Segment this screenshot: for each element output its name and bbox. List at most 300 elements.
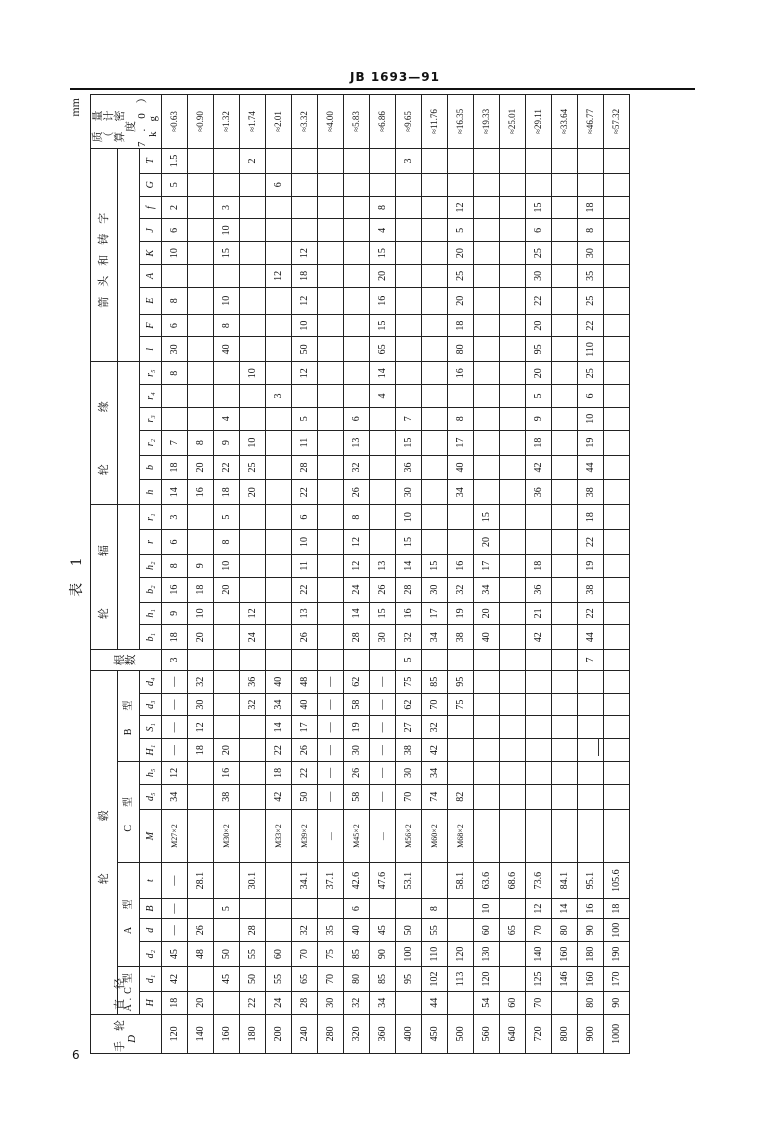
table-cell: 12 <box>344 554 370 577</box>
table-cell <box>318 407 344 430</box>
table-cell: ≈33.64 <box>552 95 578 149</box>
table-cell <box>604 625 630 650</box>
table-cell <box>448 650 474 671</box>
table-cell: 105.6 <box>604 863 630 898</box>
table-cell <box>240 385 266 408</box>
table-cell <box>500 287 526 314</box>
table-cell: 120 <box>474 967 500 992</box>
table-cell <box>188 242 214 265</box>
table-cell: 28 <box>292 991 318 1014</box>
table-cell: 36 <box>240 670 266 693</box>
table-cell: 7 <box>162 430 188 455</box>
table-cell: 160 <box>552 942 578 967</box>
table-cell: 30 <box>370 625 396 650</box>
table-cell <box>266 505 292 530</box>
table-cell: M30×2 <box>214 809 240 863</box>
header-rule <box>70 88 695 90</box>
table-cell: 21 <box>526 602 552 625</box>
col-header-g: G <box>140 173 162 196</box>
table-cell <box>396 898 422 919</box>
table-cell: 22 <box>578 530 604 555</box>
col-header-h1: H₁ <box>140 739 162 762</box>
table-cell: 85 <box>370 967 396 992</box>
table-cell <box>370 530 396 555</box>
table-cell <box>474 809 500 863</box>
diameter-cell: 240 <box>292 1014 318 1053</box>
table-cell <box>500 196 526 219</box>
mass-header: 质量（计算密度7.0） kg <box>91 95 162 149</box>
table-cell <box>604 693 630 716</box>
table-cell <box>604 242 630 265</box>
table-cell <box>552 287 578 314</box>
table-cell: 28 <box>396 577 422 602</box>
table-cell <box>604 362 630 385</box>
table-cell: 45 <box>162 942 188 967</box>
table-cell: — <box>370 784 396 809</box>
table-cell: 30 <box>344 739 370 762</box>
table-cell <box>500 242 526 265</box>
table-cell: 6 <box>344 407 370 430</box>
table-cell <box>422 149 448 174</box>
col-header-r4: r₄ <box>140 385 162 408</box>
table-cell: 24 <box>266 991 292 1014</box>
table-caption: 表 1 <box>69 551 85 597</box>
table-cell <box>474 242 500 265</box>
table-cell: 8 <box>344 505 370 530</box>
table-cell <box>604 430 630 455</box>
table-cell: 74 <box>422 784 448 809</box>
table-cell: 70 <box>526 991 552 1014</box>
table-cell <box>240 407 266 430</box>
table-cell: 7 <box>578 650 604 671</box>
table-cell: 22 <box>240 991 266 1014</box>
table-cell: — <box>370 762 396 785</box>
table-cell <box>500 265 526 288</box>
table-cell: 36 <box>526 577 552 602</box>
table-cell: — <box>162 919 188 942</box>
table-cell <box>318 385 344 408</box>
table-cell: — <box>370 693 396 716</box>
table-cell: 38 <box>214 784 240 809</box>
table-cell: 8 <box>370 196 396 219</box>
table-cell: — <box>318 670 344 693</box>
spokes-sub-header <box>118 505 140 650</box>
table-cell: 10 <box>214 287 240 314</box>
table-cell: — <box>162 739 188 762</box>
col-header-d3: d₃ <box>140 693 162 716</box>
table-cell: 34.1 <box>292 863 318 898</box>
table-cell <box>552 149 578 174</box>
empty-cell-dash <box>598 738 599 756</box>
table-cell: 22 <box>214 455 240 480</box>
table-cell: 146 <box>552 967 578 992</box>
table-cell: 8 <box>162 287 188 314</box>
table-cell: 75 <box>396 670 422 693</box>
table-cell: 20 <box>214 739 240 762</box>
table-cell: 37.1 <box>318 863 344 898</box>
table-cell <box>318 362 344 385</box>
table-cell: 12 <box>266 265 292 288</box>
table-cell: 26 <box>292 625 318 650</box>
table-cell: 40 <box>344 919 370 942</box>
table-cell <box>344 173 370 196</box>
table-cell: — <box>162 898 188 919</box>
table-cell: 40 <box>266 670 292 693</box>
table-cell: 140 <box>526 942 552 967</box>
table-cell <box>344 219 370 242</box>
table-cell: 2 <box>162 196 188 219</box>
b-type-header: B 型 <box>118 670 140 761</box>
table-cell <box>214 919 240 942</box>
table-cell <box>396 265 422 288</box>
table-cell: 18 <box>292 265 318 288</box>
table-cell <box>552 991 578 1014</box>
table-cell: 5 <box>526 385 552 408</box>
table-cell: 65 <box>500 919 526 942</box>
table-cell: 14 <box>552 898 578 919</box>
table-cell: 34 <box>448 480 474 505</box>
table-cell <box>474 480 500 505</box>
table-cell <box>448 739 474 762</box>
table-cell: 18 <box>214 480 240 505</box>
table-cell: — <box>318 693 344 716</box>
table-cell <box>370 455 396 480</box>
table-cell <box>448 385 474 408</box>
table-cell <box>500 784 526 809</box>
col-header-l: l <box>140 337 162 362</box>
table-cell <box>188 173 214 196</box>
table-cell: 26 <box>188 919 214 942</box>
table-cell: 10 <box>474 898 500 919</box>
table-cell: 14 <box>266 716 292 739</box>
table-cell: 70 <box>318 967 344 992</box>
table-cell <box>474 149 500 174</box>
table-cell: 2 <box>240 149 266 174</box>
table-cell: 16 <box>162 577 188 602</box>
table-cell: ≈0.63 <box>162 95 188 149</box>
table-cell: 12 <box>344 530 370 555</box>
table-cell: 22 <box>292 577 318 602</box>
table-cell <box>448 898 474 919</box>
table-cell <box>474 739 500 762</box>
table-cell: M33×2 <box>266 809 292 863</box>
table-cell: 10 <box>292 530 318 555</box>
table-cell <box>500 430 526 455</box>
col-header-b2: b₂ <box>140 577 162 602</box>
table-cell: — <box>318 716 344 739</box>
table-cell: ≈6.86 <box>370 95 396 149</box>
table-cell <box>552 625 578 650</box>
table-cell: 1.5 <box>162 149 188 174</box>
table-cell <box>604 407 630 430</box>
table-cell: 17 <box>422 602 448 625</box>
table-cell: 20 <box>214 577 240 602</box>
table-cell <box>604 602 630 625</box>
table-cell <box>500 314 526 337</box>
table-cell <box>500 762 526 785</box>
table-cell: 80 <box>578 991 604 1014</box>
table-cell: 90 <box>578 919 604 942</box>
table-cell: 58 <box>344 784 370 809</box>
table-cell: 8 <box>422 898 448 919</box>
table-cell <box>578 784 604 809</box>
table-cell: 14 <box>162 480 188 505</box>
table-cell <box>318 577 344 602</box>
unit-label: mm <box>68 98 82 117</box>
table-cell: 42 <box>526 625 552 650</box>
table-cell <box>500 480 526 505</box>
table-cell <box>344 314 370 337</box>
diameter-cell: 500 <box>448 1014 474 1053</box>
table-cell: 3 <box>266 385 292 408</box>
table-cell <box>422 863 448 898</box>
table-cell <box>396 337 422 362</box>
table-cell <box>552 554 578 577</box>
table-cell <box>422 173 448 196</box>
col-header-f: F <box>140 314 162 337</box>
table-cell: 19 <box>578 430 604 455</box>
table-cell <box>448 919 474 942</box>
table-cell <box>240 739 266 762</box>
table-cell: 5 <box>214 898 240 919</box>
table-cell <box>552 362 578 385</box>
table-cell <box>396 314 422 337</box>
table-cell <box>162 385 188 408</box>
table-cell: 26 <box>344 480 370 505</box>
table-cell: 16 <box>448 554 474 577</box>
table-cell <box>266 625 292 650</box>
table-cell <box>266 196 292 219</box>
table-cell: 60 <box>500 991 526 1014</box>
table-cell <box>500 219 526 242</box>
table-cell: 60 <box>266 942 292 967</box>
table-cell: 30 <box>318 991 344 1014</box>
table-cell <box>344 385 370 408</box>
table-cell <box>266 577 292 602</box>
table-cell <box>500 809 526 863</box>
arrow-sub-header <box>118 149 140 362</box>
table-cell <box>578 809 604 863</box>
table-cell: 30 <box>422 577 448 602</box>
table-cell: ≈46.77 <box>578 95 604 149</box>
table-cell: 44 <box>578 625 604 650</box>
table-cell: 6 <box>578 385 604 408</box>
table-cell: 15 <box>370 314 396 337</box>
col-header-r5: r₅ <box>140 362 162 385</box>
table-cell: 38 <box>448 625 474 650</box>
table-cell <box>552 577 578 602</box>
table-cell: 25 <box>578 362 604 385</box>
table-cell: — <box>318 809 344 863</box>
wheel-rim-group: 轮 缘 <box>91 362 118 505</box>
table-cell <box>266 650 292 671</box>
diameter-cell: 160 <box>214 1014 240 1053</box>
table-cell <box>396 173 422 196</box>
table-cell: 40 <box>214 337 240 362</box>
table-cell: 5 <box>448 219 474 242</box>
wheel-spokes-group: 轮 辐 <box>91 505 118 650</box>
col-header-h1: h₁ <box>140 602 162 625</box>
table-cell <box>214 991 240 1014</box>
diameter-header: 手轮直径 D <box>91 1014 162 1053</box>
table-cell <box>422 242 448 265</box>
table-cell: — <box>370 739 396 762</box>
table-cell: 160 <box>578 967 604 992</box>
table-cell <box>500 898 526 919</box>
table-cell <box>370 505 396 530</box>
table-cell <box>266 149 292 174</box>
table-cell <box>474 716 500 739</box>
table-row <box>500 95 526 1054</box>
table-cell: 19 <box>448 602 474 625</box>
table-cell <box>370 480 396 505</box>
table-cell: — <box>318 739 344 762</box>
table-cell: 5 <box>292 407 318 430</box>
table-cell <box>526 739 552 762</box>
table-cell: 6 <box>344 898 370 919</box>
table-cell <box>604 530 630 555</box>
table-cell <box>188 784 214 809</box>
table-cell <box>318 480 344 505</box>
table-cell <box>500 942 526 967</box>
table-row <box>292 95 318 1054</box>
table-row <box>188 95 214 1054</box>
table-cell: 25 <box>240 455 266 480</box>
a-type-header: A 型 <box>118 863 140 967</box>
table-cell <box>422 480 448 505</box>
table-cell: 14 <box>370 362 396 385</box>
table-cell: 24 <box>240 625 266 650</box>
table-cell <box>240 265 266 288</box>
table-cell: 42 <box>422 739 448 762</box>
table-cell: 80 <box>448 337 474 362</box>
table-cell <box>578 693 604 716</box>
table-cell: 5 <box>396 650 422 671</box>
table-cell: 22 <box>526 287 552 314</box>
table-cell: 34 <box>422 625 448 650</box>
table-cell <box>474 455 500 480</box>
table-cell <box>188 287 214 314</box>
table-cell <box>292 196 318 219</box>
table-cell <box>318 242 344 265</box>
table-cell: 50 <box>292 784 318 809</box>
col-header-h: H <box>140 991 162 1014</box>
table-cell: 9 <box>162 602 188 625</box>
table-cell: 35 <box>578 265 604 288</box>
table-cell <box>552 385 578 408</box>
table-cell: — <box>370 716 396 739</box>
table-cell: 70 <box>526 919 552 942</box>
col-header-t: t <box>140 863 162 898</box>
table-cell <box>188 314 214 337</box>
spec-table <box>90 82 630 1054</box>
arrow-letter-group: 箭头和铸字 <box>91 149 118 362</box>
table-cell: 5 <box>162 173 188 196</box>
table-cell: 8 <box>162 554 188 577</box>
table-cell <box>474 430 500 455</box>
table-cell: 27 <box>396 716 422 739</box>
table-cell: 28.1 <box>188 863 214 898</box>
table-cell: — <box>370 670 396 693</box>
table-cell <box>578 739 604 762</box>
spoke-count-header: 根数 <box>91 650 162 671</box>
col-header-d2: d₂ <box>140 942 162 967</box>
table-cell: 32 <box>344 455 370 480</box>
table-cell <box>188 219 214 242</box>
table-cell <box>552 242 578 265</box>
table-cell <box>240 173 266 196</box>
table-cell: 19 <box>578 554 604 577</box>
table-cell <box>552 505 578 530</box>
diameter-cell: 900 <box>578 1014 604 1053</box>
table-cell: 38 <box>578 577 604 602</box>
table-cell: 18 <box>526 430 552 455</box>
col-header-h5: h₅ <box>140 762 162 785</box>
table-cell <box>474 173 500 196</box>
table-cell <box>526 693 552 716</box>
table-cell: 20 <box>526 314 552 337</box>
table-cell: M27×2 <box>162 809 188 863</box>
table-cell <box>292 898 318 919</box>
table-cell: 65 <box>292 967 318 992</box>
table-cell <box>370 430 396 455</box>
table-cell <box>162 407 188 430</box>
table-cell: 28 <box>292 455 318 480</box>
table-cell <box>422 265 448 288</box>
table-cell <box>604 173 630 196</box>
table-cell: 95 <box>526 337 552 362</box>
table-cell: 50 <box>396 919 422 942</box>
table-cell <box>500 739 526 762</box>
table-cell: 18 <box>578 505 604 530</box>
table-cell <box>500 337 526 362</box>
table-cell <box>448 716 474 739</box>
table-cell: 8 <box>214 530 240 555</box>
table-cell: 50 <box>292 337 318 362</box>
table-cell <box>266 407 292 430</box>
table-cell: 30 <box>526 265 552 288</box>
table-cell <box>188 505 214 530</box>
table-cell: 120 <box>448 942 474 967</box>
table-cell: 30.1 <box>240 863 266 898</box>
table-cell: 19 <box>344 716 370 739</box>
table-cell <box>318 149 344 174</box>
table-cell: 32 <box>396 625 422 650</box>
table-cell: 38 <box>396 739 422 762</box>
table-cell: 84.1 <box>552 863 578 898</box>
table-cell <box>526 784 552 809</box>
table-row <box>214 95 240 1054</box>
table-cell <box>474 337 500 362</box>
table-cell <box>396 362 422 385</box>
table-cell <box>500 670 526 693</box>
table-cell: 32 <box>422 716 448 739</box>
table-cell: 100 <box>396 942 422 967</box>
table-row <box>422 95 448 1054</box>
table-cell <box>188 407 214 430</box>
table-cell <box>240 762 266 785</box>
table-cell <box>344 242 370 265</box>
table-cell: — <box>318 784 344 809</box>
table-cell <box>214 149 240 174</box>
table-cell: 80 <box>344 967 370 992</box>
table-cell <box>552 739 578 762</box>
table-cell <box>422 287 448 314</box>
table-row <box>240 95 266 1054</box>
table-cell: 18 <box>526 554 552 577</box>
table-cell: 16 <box>448 362 474 385</box>
table-cell <box>240 505 266 530</box>
